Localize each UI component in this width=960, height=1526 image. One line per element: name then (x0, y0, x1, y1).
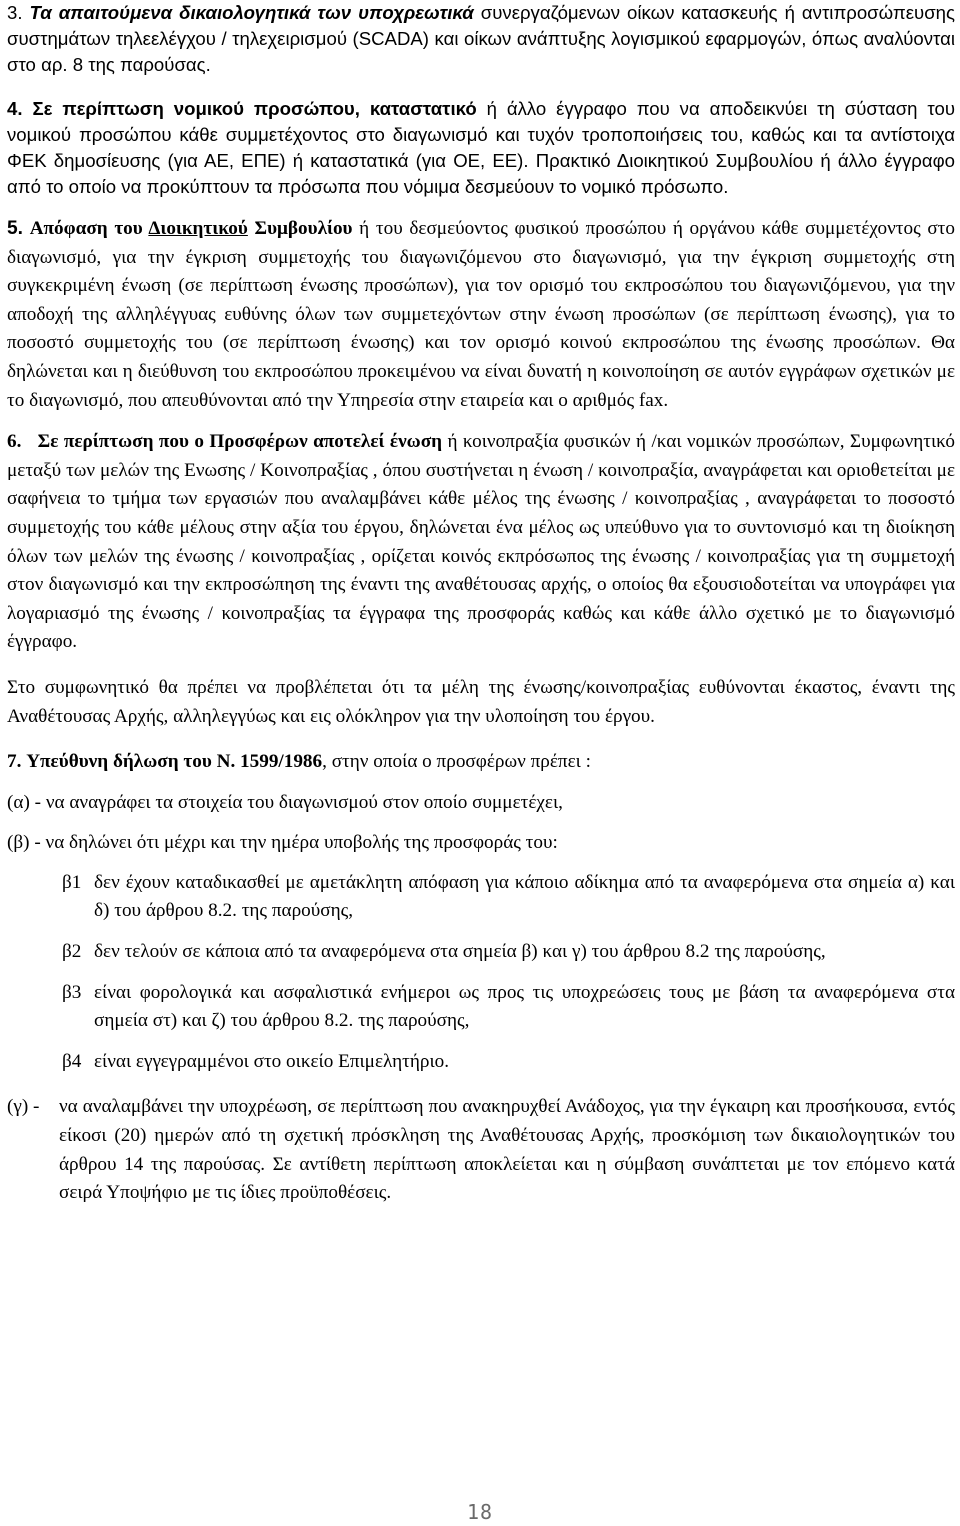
subitem-b3-label: β3 (62, 981, 82, 1003)
section-3-heading: Τα απαιτούμενα δικαιολογητικά των υποχρεωτικά (29, 2, 474, 23)
section-4-text: ή άλλο έγγραφο που να αποδεικνύει τη σύσταση του νομικού προσώπου κάθε συμμετέχοντος στο διαγωνισμό και τυχόν τροποποιήσεις του, καθώς και τα αντίστοιχα ΦΕΚ δημοσίευσης (για ΑΕ, ΕΠΕ) ή καταστατικά (για ΟΕ, ΕΕ). Πρακτικό Διοικητικού Συμβουλίου ή άλλο έγγραφο από το οποίο να προκύπτουν τα πρόσωπα που νόμιμα δεσμεύουν το νομικό πρόσωπο. (7, 98, 956, 197)
subitem-b4-text: είναι εγγεγραμμένοι στο οικείο Επιμελητήριο. (94, 1050, 450, 1072)
subitem-b4 (62, 1048, 955, 1077)
section-5-heading-lead: Απόφαση του (29, 218, 149, 239)
section-4-number: 4. (7, 98, 23, 119)
subitem-b2 (62, 938, 955, 967)
subitem-b3-text: είναι φορολογικά και ασφαλιστικά ενήμεροι ως προς τις υποχρεώσεις τους με βάση τα αναφερόμενα στα σημεία στ) και ζ) του άρθρου 8.2. της παρούσης, (94, 981, 955, 1032)
section-7-heading: Υπεύθυνη δήλωση του Ν. 1599/1986 (26, 751, 323, 773)
subitem-b1-text: δεν έχουν καταδικασθεί με αμετάκλητη απόφαση για κάποιο αδίκημα από τα αναφερόμενα στα σημεία α) και δ) του άρθρου 8.2. της παρούσης, (94, 871, 955, 922)
section-7-text: , στην οποία ο προσφέρων πρέπει : (322, 751, 591, 773)
section-7-number: 7. (7, 751, 22, 773)
section-5-heading-underlined: Διοικητικού (148, 218, 248, 239)
section-5-heading-tail: Συμβουλίου (247, 218, 353, 239)
page-number: 18 (466, 1500, 494, 1524)
section-4-heading: Σε περίπτωση νομικού προσώπου, καταστατικό (32, 98, 477, 119)
section-3-number: 3. (7, 2, 23, 23)
section-7 (7, 748, 955, 777)
section-6-heading: Σε περίπτωση που ο Προσφέρων αποτελεί ένωση (37, 431, 443, 453)
section-6-number: 6. (7, 431, 22, 453)
subitem-b1 (62, 869, 955, 926)
list-item-g-text: να αναλαμβάνει την υποχρέωση, σε περίπτωση που ανακηρυχθεί Ανάδοχος, για την έγκαιρη και προσήκουσα, εντός είκοσι (20) ημερών από τη σχετική πρόσκληση της Αναθέτουσας Αρχής, προσκόμιση των δικαιολογητικών του άρθρου 14 της παρούσας. Σε αντίθετη περίπτωση αποκλείεται και η σύμβαση συνάπτεται με τον επόμενο κατά σειρά Υποψήφιο με τις ίδιες προϋποθέσεις. (59, 1096, 955, 1204)
list-item-b (7, 829, 955, 858)
section-5-text: ή του δεσμεύοντος φυσικού προσώπου ή οργάνου κάθε συμμετέχοντος στο διαγωνισμό, για την έγκριση συμμετοχής του διαγωνιζόμενου στο διαγωνισμό, για την έγκριση συμμετοχής στη συγκεκριμένη ένωση (σε περίπτωση ένωσης προσώπων), για τον ορισμό του εκπροσώπου του διαγωνιζόμενου, για την αποδοχή της αλληλέγγυας ευθύνης όλων των συμμετεχόντων στην ένωση προσώπων (σε περίπτωση ένωσης), για το ποσοστό συμμετοχής του (σε περίπτωση ένωσης) και τον ορισμό κοινού εκπροσώπου της ένωσης προσώπων. Θα δηλώνεται και η διεύθυνση του εκπροσώπου προκειμένου να είναι δυνατή η κοινοποίηση σε αυτόν εγγράφων σχετικών με το διαγωνισμό, που απευθύνονται από την Υπηρεσία στην εταιρεία και ο αριθμός fax. (7, 218, 955, 411)
responsibility-paragraph: Στο συμφωνητικό θα πρέπει να προβλέπεται ότι τα μέλη της ένωσης/κοινοπραξίας ευθύνονται έκαστος, έναντι της Αναθέτουσας Αρχής, αλληλεγγύως και εις ολόκληρον για την υλοποίηση του έργου. (7, 676, 955, 727)
subitem-b1-label: β1 (62, 871, 82, 893)
list-item-b-label: (β) - (7, 832, 46, 854)
subitem-b2-text: δεν τελούν σε κάποια από τα αναφερόμενα στα σημεία β) και γ) του άρθρου 8.2 της παρούσης, (94, 941, 826, 963)
section-6 (7, 428, 955, 657)
section-6-text: ή κοινοπραξία φυσικών ή /και νομικών προσώπων, Συμφωνητικό μεταξύ των μελών της Ενωσης / Κοινοπραξίας , όπου συστήνεται η ένωση / κοινοπραξία, αναγράφεται και οριοθετείται με σαφήνεια το τμήμα των εργασιών που αναλαμβάνει κάθε μέλος της ένωσης / κοινοπραξίας , αναγράφεται το ποσοστό συμμετοχής του κάθε μέλους στην αξία του έργου, δηλώνεται ένα μέλος ως υπεύθυνο για το συντονισμό και τη διοίκηση όλων των μελών της ένωσης / κοινοπραξίας , ορίζεται κοινός εκπρόσωπος της ένωσης / κοινοπραξίας για τη συμμετοχή στον διαγωνισμό και την εκπροσώπηση της έναντι της αναθέτουσας αρχής, ο οποίος θα εξουσιοδοτείται να υπογράφει για λογαριασμό της ένωσης / κοινοπραξίας τα έγγραφα της προσφοράς καθώς και κάθε άλλο σχετικό με το διαγωνισμό έγγραφο. (7, 431, 955, 653)
list-item-g (7, 1093, 955, 1207)
section-5 (7, 215, 955, 415)
list-item-a-text: να αναγράφει τα στοιχεία του διαγωνισμού στον οποίο συμμετέχει, (45, 791, 563, 813)
list-item-a-label: (α) - (7, 791, 46, 813)
section-3-text: συνεργαζόμενων οίκων κατασκευής ή αντιπροσώπευσης συστημάτων τηλεελέγχου / τηλεχειρισμού (SCADA) και οίκων ανάπτυξης λογισμικού εφαρμογών, όπως αναλύονται στο αρ. 8 της παρούσας. (7, 2, 955, 75)
section-3 (7, 0, 955, 78)
list-item-g-label: (γ) - (7, 1096, 45, 1118)
section-5-number: 5. (7, 218, 24, 239)
list-item-b-text: να δηλώνει ότι μέχρι και την ημέρα υποβολής της προσφοράς του: (45, 832, 558, 854)
subitem-b4-label: β4 (62, 1050, 82, 1072)
list-item-a (7, 789, 955, 818)
document-page (7, 0, 955, 1208)
subitem-b2-label: β2 (62, 941, 82, 963)
subitem-b3 (62, 979, 955, 1036)
section-4 (7, 96, 955, 200)
